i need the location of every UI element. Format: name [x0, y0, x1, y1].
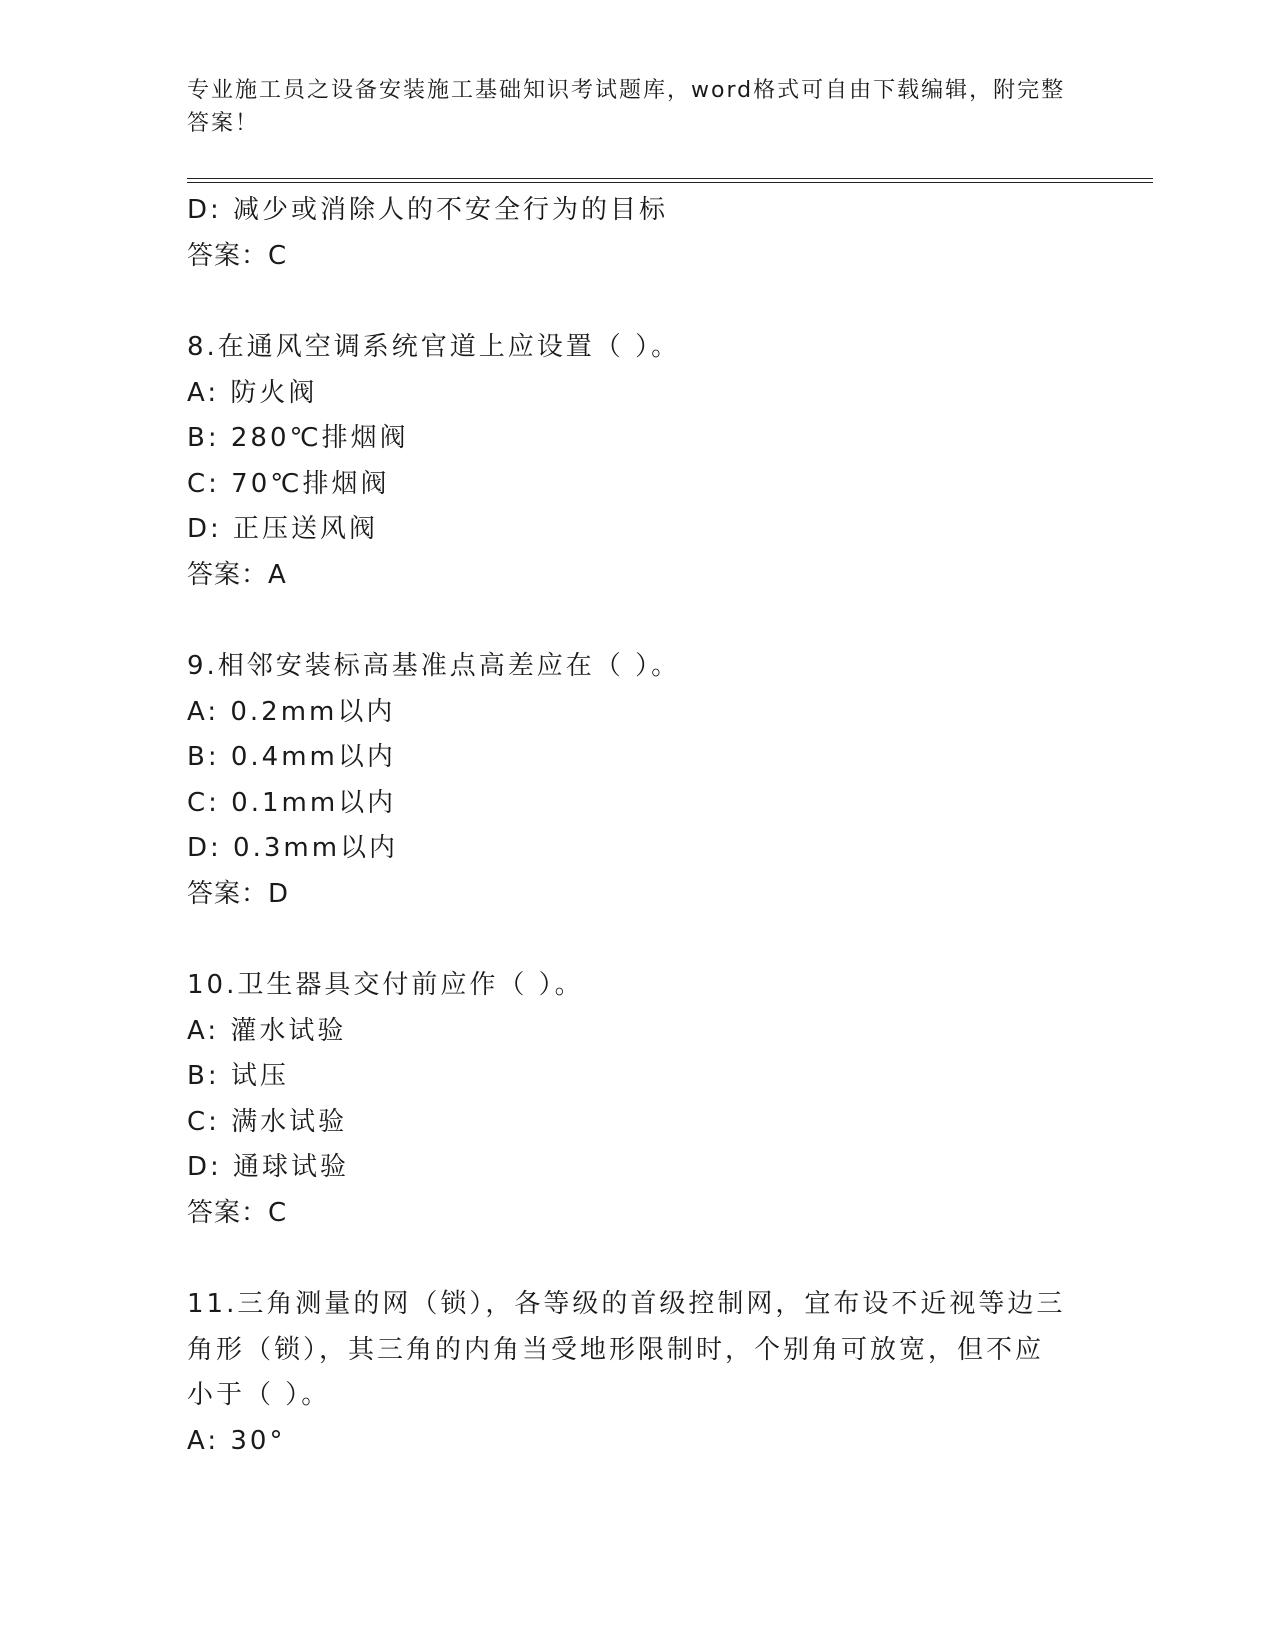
spacer: [187, 279, 1087, 325]
option-c: C: 0.1mm以内: [187, 787, 397, 818]
question-stem: 11.三角测量的网（锁），各等级的首级控制网，宜布设不近视等边三角形（锁），其三角的内角当受地形限制时，个别角可放宽，但不应小于（ ）。: [187, 1289, 1066, 1410]
option-d: D: 正压送风阀: [187, 514, 379, 544]
answer: 答案：A: [187, 559, 287, 590]
answer: 答案：D: [187, 878, 290, 909]
exam-content: [187, 188, 1087, 1464]
question-7-tail: [187, 188, 1087, 279]
option-d: D: 0.3mm以内: [187, 833, 399, 863]
document-header: 专业施工员之设备安装施工基础知识考试题库，word格式可自由下载编辑，附完整答案！: [187, 78, 1066, 136]
option-a: A: 30°: [187, 1425, 286, 1456]
option-d: D: 减少或消除人的不安全行为的目标: [187, 195, 669, 225]
spacer: [187, 1236, 1087, 1282]
answer: 答案：C: [187, 240, 288, 271]
header-divider-bottom: [187, 182, 1153, 183]
option-a: A: 0.2mm以内: [187, 696, 396, 727]
question-8: [187, 325, 1087, 598]
option-a: A: 防火阀: [187, 377, 318, 408]
answer: 答案：C: [187, 1197, 288, 1228]
question-stem: 10.卫生器具交付前应作（ ）。: [187, 970, 584, 1000]
question-9: [187, 644, 1087, 917]
option-a: A: 灌水试验: [187, 1015, 347, 1046]
spacer: [187, 917, 1087, 963]
question-stem: 9.相邻安装标高基准点高差应在（ ）。: [187, 651, 681, 681]
option-c: C: 满水试验: [187, 1106, 348, 1137]
spacer: [187, 598, 1087, 644]
question-stem: 8.在通风空调系统官道上应设置（ ）。: [187, 332, 681, 362]
option-c: C: 70℃排烟阀: [187, 468, 390, 499]
option-b: B: 0.4mm以内: [187, 742, 396, 772]
question-11: [187, 1282, 1087, 1464]
option-b: B: 试压: [187, 1061, 289, 1091]
option-d: D: 通球试验: [187, 1152, 350, 1182]
option-b: B: 280℃排烟阀: [187, 423, 409, 453]
header-divider-top: [187, 178, 1153, 179]
question-10: [187, 963, 1087, 1236]
